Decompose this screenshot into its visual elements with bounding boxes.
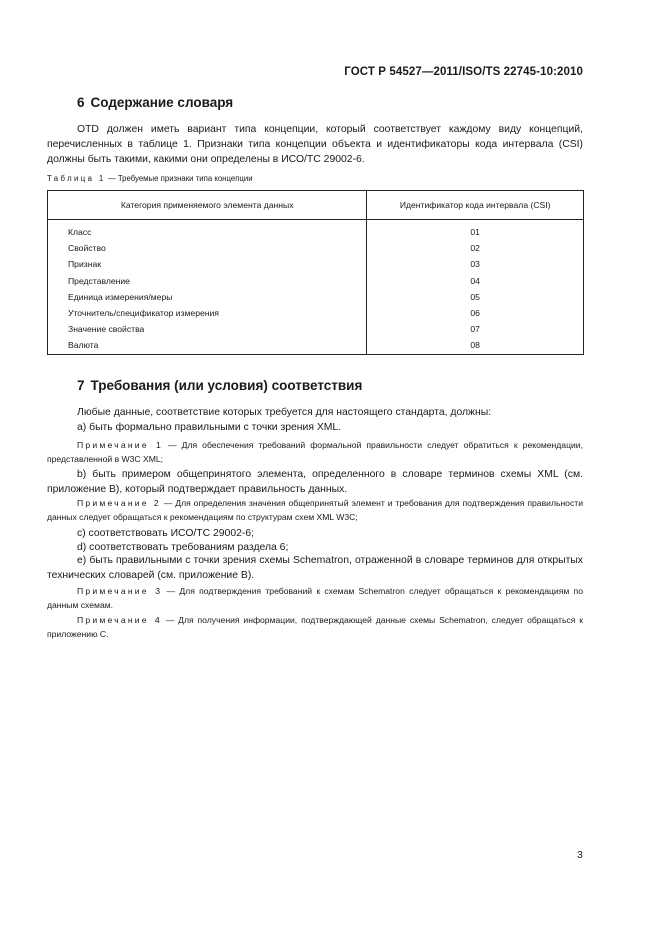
section-6-title: Содержание словаря <box>90 95 234 110</box>
note-4-text: — Для получения информации, подтверждающей данные схемы Schematron, следует обращаться к приложению С. <box>47 615 584 639</box>
section-6-paragraph: OTD должен иметь вариант типа концепции, который соответствует каждому виду концепций, перечисленных в таблице 1. Признаки типа концепции объекта и идентификаторы кода интервала (CSI) должны быть такими, какими они определены в ИСО/ТС 29002-6. <box>47 124 583 165</box>
header-csi: Идентификатор кода интервала (CSI) <box>367 191 584 220</box>
document-header: ГОСТ Р 54527—2011/ISO/TS 22745-10:2010 <box>344 66 583 78</box>
row-csi: 01 <box>367 224 584 240</box>
note-3-text: — Для подтверждения требований к схемам Schematron следует обращаться к рекомендациям по данным схемам. <box>47 586 583 610</box>
row-csi: 08 <box>367 337 584 354</box>
table-row <box>48 305 584 321</box>
row-csi: 02 <box>367 240 584 256</box>
row-category: Значение свойства <box>48 321 367 337</box>
requirement-a: а) быть формально правильными с точки зрения XML. <box>77 422 342 433</box>
row-category: Валюта <box>48 337 367 354</box>
row-category: Единица измерения/меры <box>48 289 367 305</box>
table-row <box>48 256 584 272</box>
note-3 <box>47 584 583 612</box>
table-row <box>48 240 584 256</box>
section-7-number: 7 <box>77 378 85 393</box>
section-7-title: Требования (или условия) соответствия <box>90 378 363 393</box>
note-1-label: Примечание 1 <box>77 440 163 450</box>
header-category: Категория применяемого элемента данных <box>48 191 367 220</box>
note-1-text: — Для обеспечения требований формальной правильности следует обратиться к рекомендации, представленной в W3C XML; <box>47 440 584 464</box>
table-row <box>48 289 584 305</box>
requirement-b: b) быть примером общепринятого элемента, определенного в словаре терминов схемы XML (см. приложение В), который подтверждает правильность данных. <box>47 469 583 495</box>
row-category: Свойство <box>48 240 367 256</box>
section-7-heading <box>77 378 362 393</box>
table-row <box>48 337 584 354</box>
note-4 <box>47 613 583 641</box>
note-2-label: Примечание 2 <box>77 498 161 508</box>
row-category: Класс <box>48 224 367 240</box>
requirement-e: е) быть правильными с точки зрения схемы Schematron, отраженной в словаре терминов для открытых технических словарей (см. приложение В). <box>47 555 583 581</box>
note-2-text: — Для определения значения общепринятый элемент и требования для подтверждения правильности данных следует обращаться к рекомендациям по структурам схем XML W3C; <box>47 498 583 522</box>
row-category: Признак <box>48 256 367 272</box>
note-1 <box>47 438 583 466</box>
section-6-heading <box>77 95 233 110</box>
table-1-caption <box>47 174 253 183</box>
section-7-intro: Любые данные, соответствие которых требуется для настоящего стандарта, должны: <box>77 407 492 418</box>
table-row <box>48 321 584 337</box>
row-csi: 04 <box>367 273 584 289</box>
note-4-label: Примечание 4 <box>77 615 162 625</box>
row-category: Представление <box>48 273 367 289</box>
requirement-d: d) соответствовать требованиям раздела 6; <box>77 542 289 553</box>
row-csi: 03 <box>367 256 584 272</box>
section-6-number: 6 <box>77 95 85 110</box>
table-row <box>48 224 584 240</box>
table-1-caption-text: — Требуемые признаки типа концепции <box>105 174 253 183</box>
requirement-c: с) соответствовать ИСО/ТС 29002-6; <box>77 528 255 539</box>
table-row <box>48 273 584 289</box>
row-category: Уточнитель/спецификатор измерения <box>48 305 367 321</box>
note-3-label: Примечание 3 <box>77 586 163 596</box>
row-csi: 07 <box>367 321 584 337</box>
concept-type-table <box>47 190 584 355</box>
row-csi: 05 <box>367 289 584 305</box>
row-csi: 06 <box>367 305 584 321</box>
note-2 <box>47 496 583 524</box>
table-1-caption-label: Таблица 1 <box>47 174 106 183</box>
table-header-row <box>48 191 584 220</box>
page-number: 3 <box>577 850 583 861</box>
